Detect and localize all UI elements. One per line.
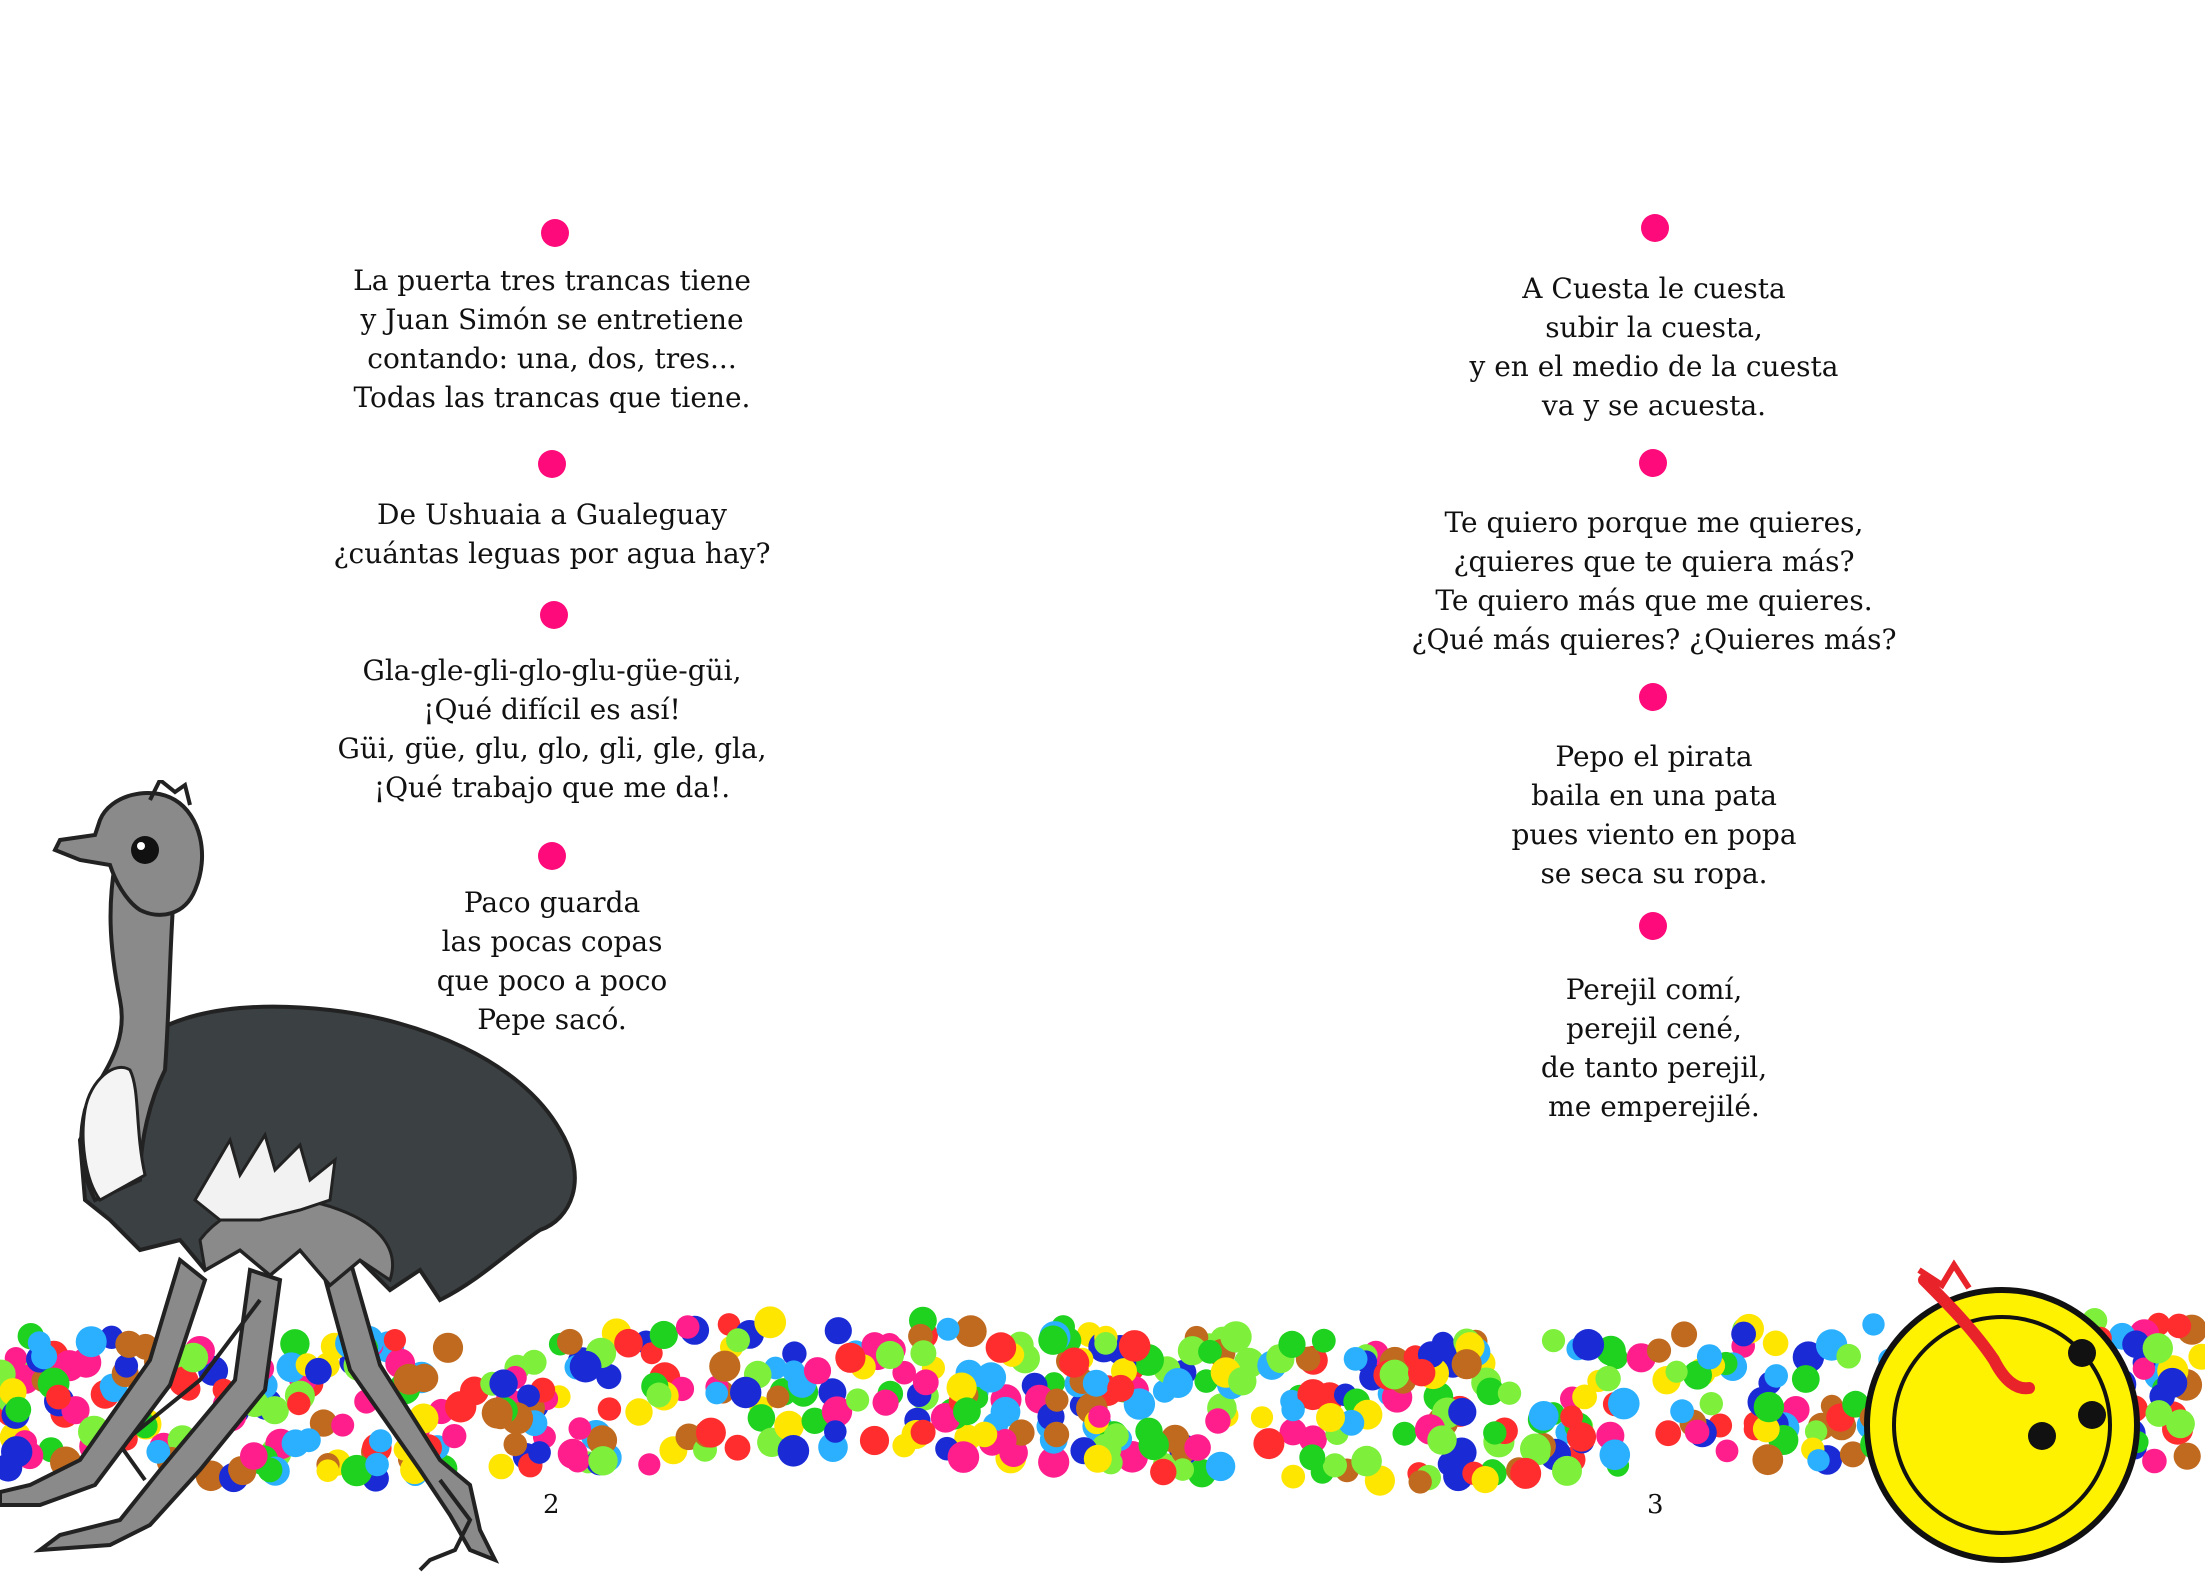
verse — [1254, 269, 2054, 425]
bullet-dot — [538, 450, 566, 478]
verse-line: ¿quieres que te quiera más? — [1453, 545, 1855, 578]
verse-line: me emperejilé. — [1548, 1090, 1760, 1123]
bullet-dot — [1639, 449, 1667, 477]
verse — [1254, 737, 2054, 893]
left-page — [0, 0, 1102, 1575]
verse-line: Te quiero más que me quieres. — [1435, 584, 1873, 617]
verse-line: va y se acuesta. — [1541, 389, 1767, 422]
verse-line: La puerta tres trancas tiene — [353, 264, 751, 297]
verse-line: ¡Qué trabajo que me da!. — [373, 771, 731, 804]
verse-line: subir la cuesta, — [1545, 311, 1763, 344]
verse-line: baila en una pata — [1531, 779, 1777, 812]
verse-line: las pocas copas — [441, 925, 663, 958]
verse-line: y en el medio de la cuesta — [1469, 350, 1839, 383]
yellow-button-illustration — [1824, 1240, 2204, 1575]
verse-line: contando: una, dos, tres... — [367, 342, 737, 375]
page-number: 3 — [1647, 1490, 1664, 1520]
verse — [1254, 503, 2054, 659]
verse-line: A Cuesta le cuesta — [1522, 272, 1786, 305]
verse — [152, 261, 952, 417]
ostrich-illustration — [0, 780, 600, 1575]
verse — [1254, 970, 2054, 1126]
verse-line: Pepe sacó. — [477, 1003, 627, 1036]
verse-line: perejil cené, — [1566, 1012, 1742, 1045]
verse — [152, 495, 952, 573]
verse-line: Pepo el pirata — [1555, 740, 1753, 773]
page-number: 2 — [543, 1490, 560, 1520]
verse-line: ¿cuántas leguas por agua hay? — [333, 537, 771, 570]
verse-line: de tanto perejil, — [1540, 1051, 1768, 1084]
verse-line: Perejil comí, — [1565, 973, 1743, 1006]
bullet-dot — [1639, 912, 1667, 940]
verse-line: ¿Qué más quieres? ¿Quieres más? — [1411, 623, 1897, 656]
bullet-dot — [1641, 214, 1669, 242]
bullet-dot — [541, 219, 569, 247]
verse-line: y Juan Simón se entretiene — [360, 303, 744, 336]
right-page — [1102, 0, 2204, 1575]
verse-line: que poco a poco — [436, 964, 668, 997]
verse-line: De Ushuaia a Gualeguay — [377, 498, 727, 531]
verse-line: se seca su ropa. — [1540, 857, 1768, 890]
bullet-dot — [1639, 683, 1667, 711]
verse-line: Paco guarda — [463, 886, 641, 919]
verse-line: Gla-gle-gli-glo-glu-güe-güi, — [362, 654, 742, 687]
bullet-dot — [540, 601, 568, 629]
verse-line: pues viento en popa — [1511, 818, 1797, 851]
verse-line: Todas las trancas que tiene. — [353, 381, 751, 414]
verse-line: Güi, güe, glu, glo, gli, gle, gla, — [337, 732, 767, 765]
verse-line: ¡Qué difícil es así! — [423, 693, 681, 726]
verse-line: Te quiero porque me quieres, — [1444, 506, 1864, 539]
